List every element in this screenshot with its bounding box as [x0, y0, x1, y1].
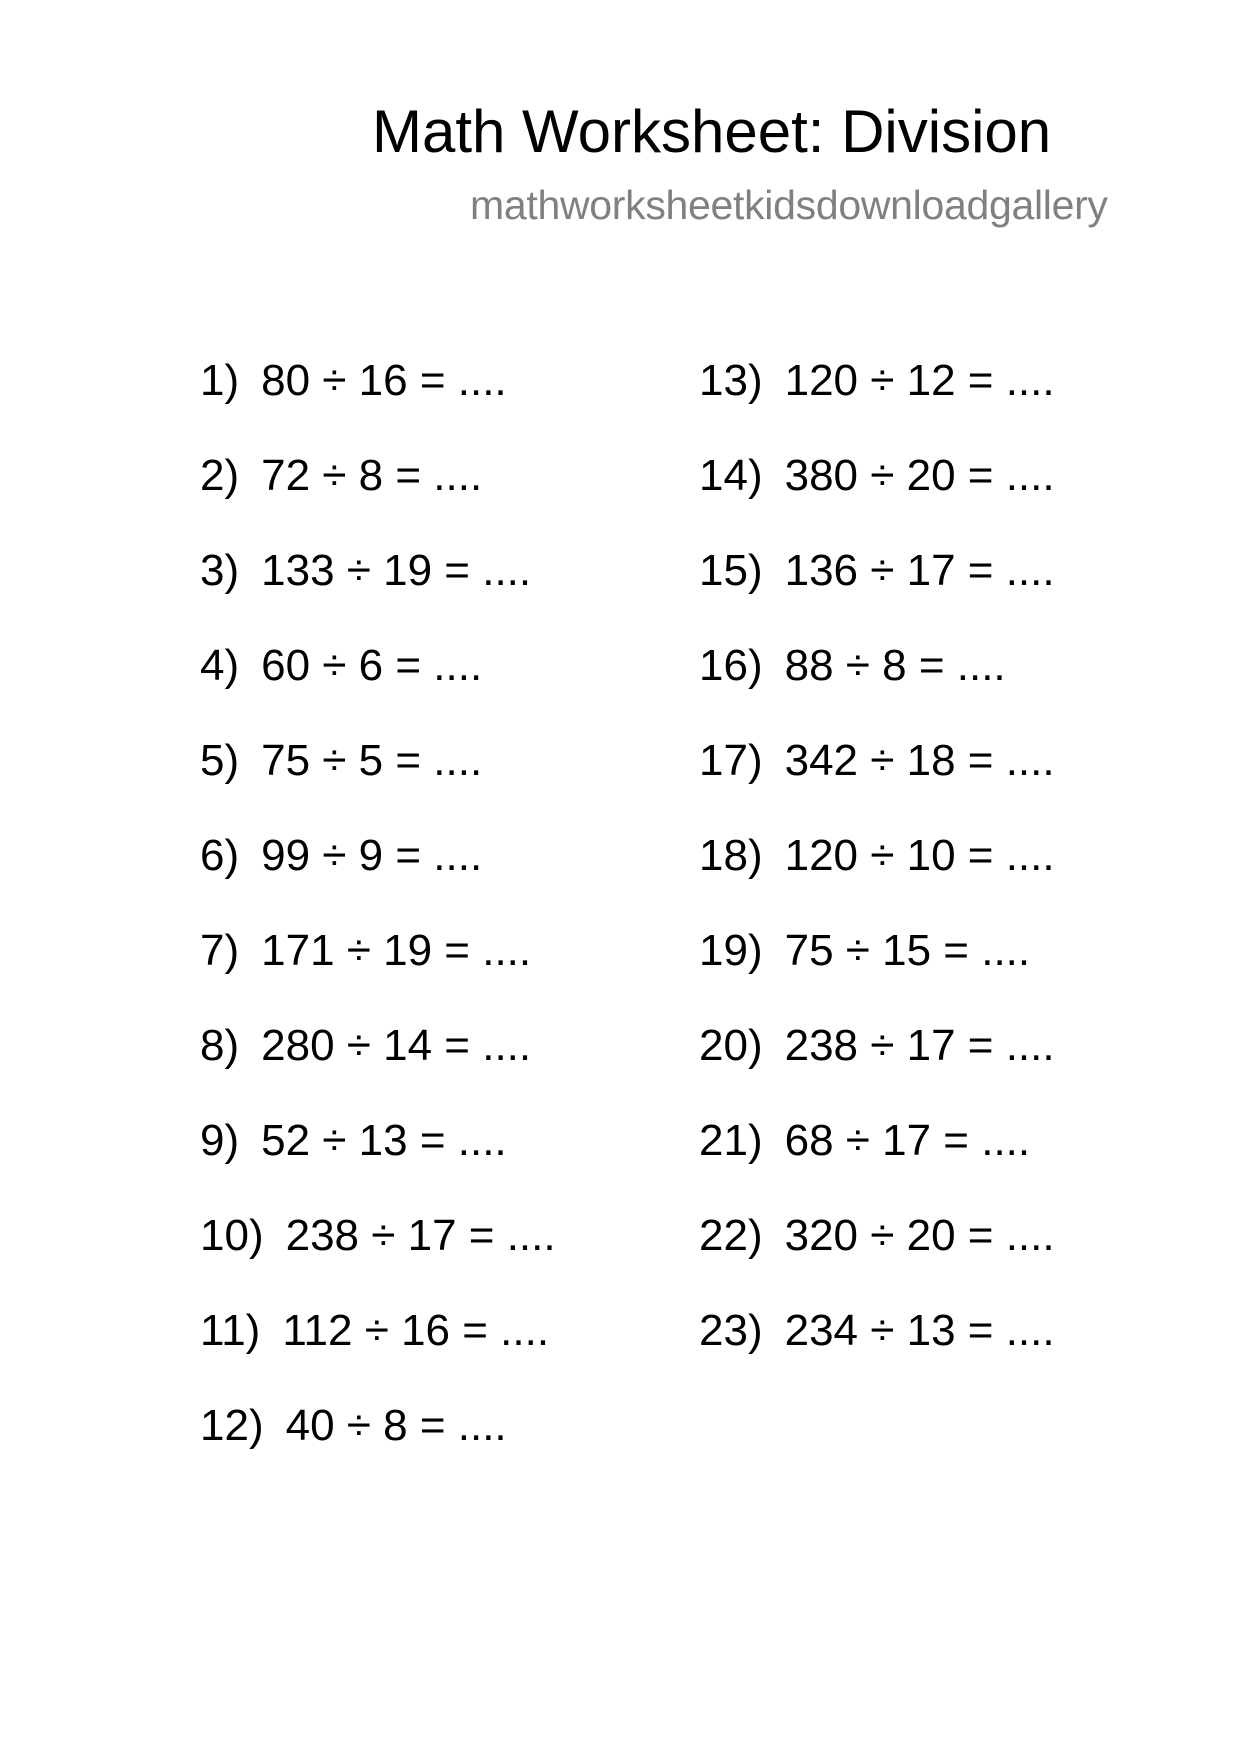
problem-number: 13) [699, 356, 763, 405]
problem-expression: 238 ÷ 17 = .... [285, 1211, 556, 1260]
problem-number: 3) [200, 546, 240, 595]
problem-item [699, 1211, 1055, 1261]
problem-item [200, 831, 482, 881]
problem-number: 5) [200, 736, 240, 785]
problem-item [699, 831, 1055, 881]
problem-expression: 75 ÷ 5 = .... [261, 736, 483, 785]
problem-number: 17) [699, 736, 763, 785]
problem-item [200, 1401, 507, 1451]
problem-expression: 280 ÷ 14 = .... [261, 1021, 532, 1070]
problem-number: 11) [200, 1306, 261, 1355]
problem-number: 23) [699, 1306, 763, 1355]
problem-expression: 40 ÷ 8 = .... [285, 1401, 507, 1450]
problem-expression: 120 ÷ 10 = .... [784, 831, 1055, 880]
problem-item [200, 1306, 549, 1356]
problem-expression: 234 ÷ 13 = .... [784, 1306, 1055, 1355]
problem-item [699, 356, 1055, 406]
problem-expression: 99 ÷ 9 = .... [261, 831, 483, 880]
problem-number: 9) [200, 1116, 240, 1165]
problem-item [200, 926, 531, 976]
problem-item [200, 1116, 507, 1166]
problem-number: 10) [200, 1211, 264, 1260]
problem-expression: 133 ÷ 19 = .... [261, 546, 532, 595]
problem-item [699, 546, 1055, 596]
problem-item [200, 641, 482, 691]
problem-number: 22) [699, 1211, 763, 1260]
problem-number: 18) [699, 831, 763, 880]
problem-expression: 120 ÷ 12 = .... [784, 356, 1055, 405]
problem-number: 7) [200, 926, 240, 975]
problem-expression: 68 ÷ 17 = .... [784, 1116, 1031, 1165]
problem-expression: 112 ÷ 16 = .... [282, 1306, 550, 1355]
problem-number: 4) [200, 641, 240, 690]
problem-expression: 380 ÷ 20 = .... [784, 451, 1055, 500]
problem-number: 20) [699, 1021, 763, 1070]
problem-number: 16) [699, 641, 763, 690]
problem-expression: 136 ÷ 17 = .... [784, 546, 1055, 595]
problem-expression: 238 ÷ 17 = .... [784, 1021, 1055, 1070]
problem-number: 14) [699, 451, 763, 500]
problem-item [699, 736, 1055, 786]
problem-item [200, 546, 531, 596]
problem-number: 15) [699, 546, 763, 595]
problem-item [699, 641, 1006, 691]
problem-expression: 342 ÷ 18 = .... [784, 736, 1055, 785]
problem-number: 12) [200, 1401, 264, 1450]
problem-expression: 320 ÷ 20 = .... [784, 1211, 1055, 1260]
problem-item [200, 356, 507, 406]
problem-item [200, 736, 482, 786]
problem-item [699, 1021, 1055, 1071]
problem-number: 6) [200, 831, 240, 880]
problem-item [200, 1211, 556, 1261]
problem-item [699, 1306, 1055, 1356]
worksheet-source-subtitle: mathworksheetkidsdownloadgallery [470, 182, 1108, 228]
problem-expression: 88 ÷ 8 = .... [784, 641, 1006, 690]
problem-item [200, 451, 482, 501]
problem-item [200, 1021, 531, 1071]
problem-expression: 60 ÷ 6 = .... [261, 641, 483, 690]
problem-expression: 52 ÷ 13 = .... [261, 1116, 507, 1165]
problem-number: 19) [699, 926, 763, 975]
problem-item [699, 1116, 1030, 1166]
worksheet-title: Math Worksheet: Division [372, 98, 1052, 165]
problem-item [699, 926, 1030, 976]
problem-expression: 171 ÷ 19 = .... [261, 926, 532, 975]
problem-number: 1) [200, 356, 240, 405]
problem-expression: 75 ÷ 15 = .... [784, 926, 1031, 975]
problem-number: 21) [699, 1116, 763, 1165]
problem-item [699, 451, 1055, 501]
problem-number: 2) [200, 451, 240, 500]
problem-number: 8) [200, 1021, 240, 1070]
problem-expression: 72 ÷ 8 = .... [261, 451, 483, 500]
problem-expression: 80 ÷ 16 = .... [261, 356, 507, 405]
